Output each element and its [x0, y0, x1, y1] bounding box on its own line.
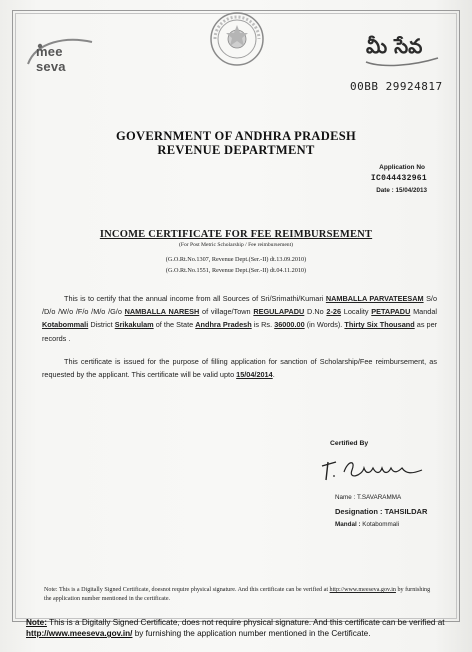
door-number: 2-26 [326, 307, 342, 317]
footer-note-label: Note: [26, 618, 47, 627]
go-reference-1: (G.O.Rt.No.1307, Revenue Dept.(Ser.-II) dt.13.09.2010) [165, 256, 307, 263]
date-value: 15/04/2013 [395, 187, 427, 194]
mandal-name: Kotabommali [42, 320, 89, 330]
officer-designation-line [335, 507, 427, 516]
footer-link[interactable]: http://www.meeseva.gov.in/ [26, 629, 133, 638]
income-amount-words: Thirty Six Thousand [344, 320, 415, 330]
officer-signature [318, 452, 428, 486]
department-title: REVENUE DEPARTMENT [157, 143, 315, 157]
mee-seva-logo-right [362, 32, 442, 68]
verification-link[interactable]: http://www.meeseva.gov.in [329, 587, 396, 593]
officer-mandal: Kotabommali [362, 521, 400, 528]
officer-name-label: Name : [335, 494, 356, 501]
officer-name: T.SAVARAMMA [356, 494, 402, 501]
guardian-name: NAMBALLA NARESH [124, 307, 200, 317]
state-emblem-icon [207, 11, 267, 67]
footer-note: Note: This is a Digitally Signed Certificate, does not require physical signature. And this certificate can be verified at http://www.meeseva.gov.in/ by furnishing the application number mentioned in the Certificate. [26, 618, 445, 638]
serial-number: 00BB 29924817 [350, 80, 443, 93]
application-number: IC044432961 [370, 174, 427, 183]
date-label: Date : [376, 187, 394, 194]
income-amount: 36000.00 [274, 320, 305, 330]
applicant-name: NAMBALLA PARVATEESAM [325, 294, 424, 303]
designation-value: TAHSILDAR [384, 507, 428, 516]
logo-left-text: mee seva [36, 44, 66, 74]
village-name: REGULAPADU [253, 307, 305, 317]
district-name: Srikakulam [114, 320, 154, 330]
designation-label: Designation : [335, 507, 383, 516]
officer-name-line [335, 494, 401, 501]
certified-by-label: Certified By [330, 440, 369, 447]
state-name: Andhra Pradesh [195, 320, 252, 330]
certificate-body-paragraph-1: This is to certify that the annual income from all Sources of Sri/Srimathi/Kumari NAMBALLA PARVATEESAM S/o /D/o /W/o /F/o /M/o /G/o NAMBALLA NARESH of village/Town REGULAPADU D.No 2-26 Locality PETAPADU Mandal Kotabommali District Srikakulam of the State Andhra Pradesh is Rs. 36000.00 (in Words). Thirty Six Thousand as per records . [42, 294, 438, 343]
verification-note: Note: This is a Digitally Signed Certificate, doesnot require physical signature. And this certificate can be verified at http://www.meeseva.gov.in by furnishing the application number mentioned in the certificate. [44, 587, 431, 602]
certificate-subtitle: (For Post Metric Scholarship / Fee reimbursement) [178, 242, 294, 248]
certificate-title: INCOME CERTIFICATE FOR FEE REIMBURSEMENT [99, 229, 373, 240]
officer-mandal-line [335, 521, 399, 528]
officer-mandal-label: Mandal : [335, 521, 361, 528]
issue-date [376, 187, 427, 194]
government-title: GOVERNMENT OF ANDHRA PRADESH [115, 129, 357, 143]
logo-right-text: మీ సేవ [366, 34, 423, 58]
application-number-label: Application No [379, 164, 425, 171]
mee-seva-logo-left [26, 36, 96, 74]
go-reference-2: (G.O.Rt.No.1551, Revenue Dept.(Ser.-II) dt.04.11.2010) [165, 267, 307, 274]
certificate-body-paragraph-2: This certificate is issued for the purpose of filling application for sanction of Scholarship/Fee reimbursement, as requested by the applicant. This certificate will be valid upto 15/04/2014. [42, 357, 437, 380]
valid-upto-date: 15/04/2014 [236, 370, 273, 380]
locality-name: PETAPADU [371, 307, 411, 317]
